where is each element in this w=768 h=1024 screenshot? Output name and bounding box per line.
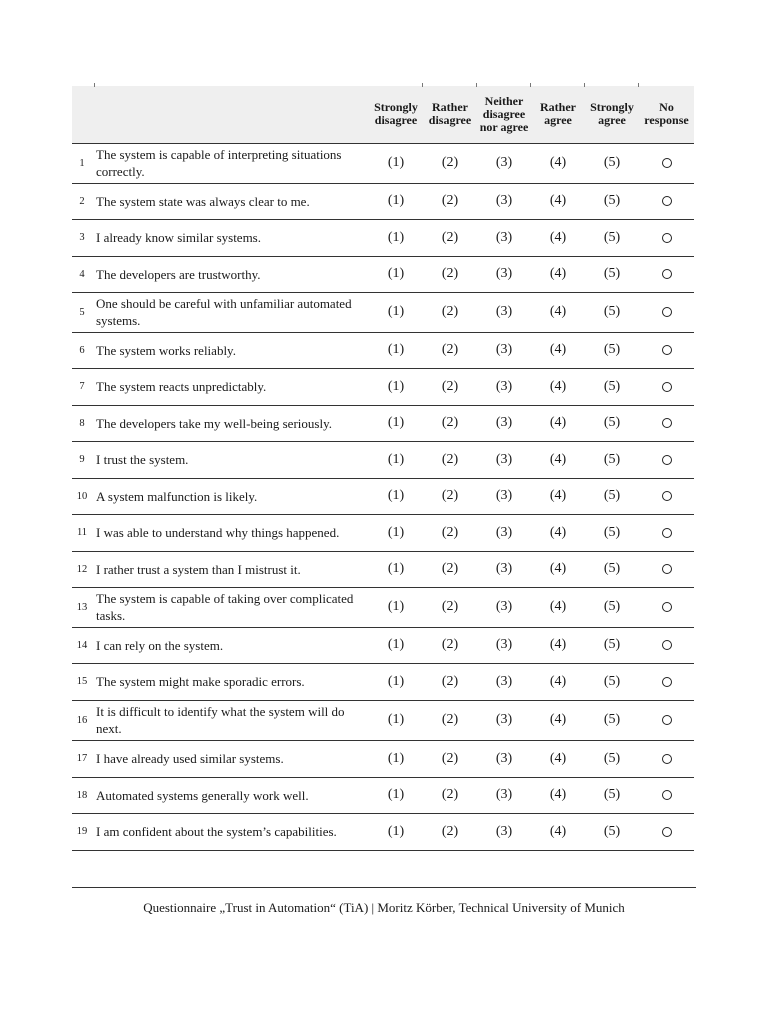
scale-option-4[interactable]: (4) [549,229,567,245]
radio-circle-icon[interactable] [662,382,672,392]
item-number: 10 [76,490,88,502]
item-statement: The system works reliably. [96,342,236,358]
item-number: 17 [76,753,88,764]
header-line: disagree [428,113,472,128]
scale-option-4[interactable]: (4) [549,266,567,281]
question-row [72,332,694,368]
header-line: Neither [484,93,524,108]
radio-circle-icon[interactable] [662,827,672,837]
item-number: 8 [79,417,85,429]
header-line: disagree [482,106,526,121]
question-row [72,700,694,740]
scale-option-5[interactable]: (5) [603,787,621,802]
footer-divider [72,887,696,888]
question-row [72,663,694,700]
radio-circle-icon[interactable] [662,196,672,206]
radio-circle-icon[interactable] [662,640,672,650]
item-statement: The system is capable of taking over complicated tasks. [96,591,354,623]
scale-option-4[interactable]: (4) [549,637,567,652]
header-line: Strongly [590,100,634,115]
radio-circle-icon[interactable] [662,307,672,317]
question-row [72,183,694,219]
no-response-option[interactable] [639,700,694,740]
scale-option-2[interactable]: (2) [441,451,459,467]
item-number: 18 [76,789,88,801]
scale-option-3[interactable]: (3) [495,342,513,357]
scale-option-1[interactable]: (1) [387,415,405,430]
scale-option-2[interactable]: (2) [441,599,459,614]
scale-option-5[interactable]: (5) [603,193,621,208]
item-number: 3 [79,232,85,243]
scale-option-2[interactable]: (2) [441,193,459,208]
item-statement: The developers take my well-being seriously. [96,415,332,431]
item-number: 7 [79,381,85,392]
no-response-option[interactable] [639,740,694,777]
scale-option-2[interactable]: (2) [441,155,459,170]
item-statement: I rather trust a system than I mistrust it. [96,561,301,577]
item-statement: The developers are trustworthy. [96,266,261,282]
scale-option-2[interactable]: (2) [441,561,459,576]
scale-option-4[interactable]: (4) [549,193,567,208]
scale-option-3[interactable]: (3) [495,823,513,839]
question-row [72,514,694,551]
no-response-option[interactable] [639,292,694,332]
question-row [72,256,694,292]
item-statement: It is difficult to identify what the system will do next. [96,704,345,736]
scale-option-2[interactable]: (2) [441,787,459,802]
header-tick-mark [476,83,477,87]
scale-option-5[interactable]: (5) [603,524,621,540]
scale-option-4[interactable]: (4) [549,750,567,766]
scale-option-4[interactable]: (4) [549,415,567,430]
item-number: 12 [76,563,88,575]
scale-option-1[interactable]: (1) [387,561,405,576]
radio-circle-icon[interactable] [662,528,672,538]
header-line: Rather [540,100,576,115]
radio-circle-icon[interactable] [662,158,672,168]
no-response-option[interactable] [639,663,694,700]
scale-option-1[interactable]: (1) [387,599,405,614]
scale-option-5[interactable]: (5) [603,561,621,576]
header-item-column [94,86,369,143]
no-response-option[interactable] [639,332,694,368]
scale-option-2[interactable]: (2) [441,637,459,652]
scale-option-1[interactable]: (1) [387,342,405,357]
scale-option-1[interactable]: (1) [387,266,405,281]
questionnaire-table [72,86,694,851]
header-tick-mark [530,83,531,87]
radio-circle-icon[interactable] [662,345,672,355]
scale-option-3[interactable]: (3) [495,787,513,802]
scale-option-1[interactable]: (1) [387,229,405,245]
scale-option-5[interactable]: (5) [603,823,621,839]
scale-option-3[interactable]: (3) [495,599,513,614]
no-response-option[interactable] [639,405,694,441]
header-rather-agree [531,86,585,143]
questionnaire-items [72,143,694,850]
header-line: Rather [432,100,468,115]
scale-option-2[interactable]: (2) [441,712,459,727]
scale-option-3[interactable]: (3) [495,304,513,319]
no-response-option[interactable] [639,441,694,478]
radio-circle-icon[interactable] [662,790,672,800]
scale-option-4[interactable]: (4) [549,378,567,394]
item-statement: I am confident about the system’s capabilities. [96,824,337,839]
question-row [72,143,694,183]
scale-option-2[interactable]: (2) [441,304,459,319]
item-statement: I already know similar systems. [96,230,261,245]
scale-option-2[interactable]: (2) [441,524,459,540]
scale-option-3[interactable]: (3) [495,266,513,281]
scale-option-3[interactable]: (3) [495,561,513,576]
question-row [72,292,694,332]
table-header-row [72,86,694,143]
item-number: 4 [79,268,85,280]
scale-option-4[interactable]: (4) [549,599,567,614]
question-row [72,740,694,777]
scale-option-1[interactable]: (1) [387,378,405,394]
question-row [72,551,694,587]
scale-option-3[interactable]: (3) [495,193,513,208]
question-row [72,478,694,514]
scale-option-5[interactable]: (5) [603,637,621,652]
item-number: 15 [76,676,88,687]
scale-option-4[interactable]: (4) [549,787,567,802]
header-rather-disagree [423,86,477,143]
scale-option-4[interactable]: (4) [549,304,567,319]
item-statement: Automated systems generally work well. [96,787,309,803]
scale-option-1[interactable]: (1) [387,155,405,170]
no-response-option[interactable] [639,777,694,813]
scale-option-2[interactable]: (2) [441,342,459,357]
scale-option-2[interactable]: (2) [441,488,459,503]
scale-option-4[interactable]: (4) [549,342,567,357]
no-response-option[interactable] [639,627,694,663]
scale-option-4[interactable]: (4) [549,524,567,540]
question-row [72,777,694,813]
item-statement: The system reacts unpredictably. [96,379,267,394]
radio-circle-icon[interactable] [662,233,672,243]
scale-option-5[interactable]: (5) [603,673,621,689]
item-number: 19 [76,826,88,837]
scale-option-5[interactable]: (5) [603,451,621,467]
scale-option-2[interactable]: (2) [441,229,459,245]
question-row [72,441,694,478]
header-strongly-agree [585,86,639,143]
radio-circle-icon[interactable] [662,418,672,428]
radio-circle-icon[interactable] [662,269,672,279]
scale-option-1[interactable]: (1) [387,750,405,766]
radio-circle-icon[interactable] [662,602,672,612]
radio-circle-icon[interactable] [662,715,672,725]
scale-option-5[interactable]: (5) [603,266,621,281]
scale-option-3[interactable]: (3) [495,229,513,245]
item-number: 9 [79,454,85,465]
no-response-option[interactable] [639,514,694,551]
header-line: No [659,100,674,115]
scale-option-5[interactable]: (5) [603,155,621,170]
scale-option-2[interactable]: (2) [441,673,459,689]
scale-option-4[interactable]: (4) [549,155,567,170]
scale-option-3[interactable]: (3) [495,712,513,727]
scale-option-3[interactable]: (3) [495,415,513,430]
scale-option-1[interactable]: (1) [387,304,405,319]
header-line: disagree [374,113,418,128]
scale-option-5[interactable]: (5) [603,304,621,319]
scale-option-3[interactable]: (3) [495,750,513,766]
scale-option-1[interactable]: (1) [387,787,405,802]
scale-option-5[interactable]: (5) [603,415,621,430]
scale-option-1[interactable]: (1) [387,488,405,503]
scale-option-1[interactable]: (1) [387,451,405,467]
header-line: agree [598,113,626,128]
scale-option-5[interactable]: (5) [603,750,621,766]
scale-option-5[interactable]: (5) [603,378,621,394]
question-row [72,627,694,663]
item-number: 6 [79,344,85,356]
no-response-option[interactable] [639,368,694,405]
no-response-option[interactable] [639,813,694,850]
item-statement: I trust the system. [96,452,189,467]
no-response-option[interactable] [639,256,694,292]
header-line: Strongly [374,100,418,115]
scale-option-5[interactable]: (5) [603,488,621,503]
item-statement: I have already used similar systems. [96,751,284,766]
no-response-option[interactable] [639,219,694,256]
item-statement: I was able to understand why things happened. [96,525,340,540]
header-tick-mark [638,83,639,87]
header-strongly-disagree [369,86,423,143]
header-no-response [639,86,694,143]
item-statement: The system state was always clear to me. [96,193,310,209]
scale-option-3[interactable]: (3) [495,155,513,170]
scale-option-2[interactable]: (2) [441,415,459,430]
radio-circle-icon[interactable] [662,564,672,574]
scale-option-1[interactable]: (1) [387,712,405,727]
no-response-option[interactable] [639,478,694,514]
item-number: 11 [76,527,88,538]
scale-option-3[interactable]: (3) [495,673,513,689]
scale-option-5[interactable]: (5) [603,229,621,245]
scale-option-2[interactable]: (2) [441,378,459,394]
scale-option-5[interactable]: (5) [603,342,621,357]
radio-circle-icon[interactable] [662,455,672,465]
radio-circle-icon[interactable] [662,677,672,687]
header-number-column [72,86,94,143]
item-statement: One should be careful with unfamiliar automated systems. [96,296,352,328]
radio-circle-icon[interactable] [662,491,672,501]
radio-circle-icon[interactable] [662,754,672,764]
header-line: nor agree [479,119,529,134]
question-row [72,368,694,405]
scale-option-4[interactable]: (4) [549,673,567,689]
item-number: 5 [79,306,85,318]
scale-option-2[interactable]: (2) [441,266,459,281]
no-response-option[interactable] [639,587,694,627]
scale-option-3[interactable]: (3) [495,637,513,652]
header-line: response [644,113,689,128]
no-response-option[interactable] [639,551,694,587]
question-row [72,405,694,441]
scale-option-5[interactable]: (5) [603,599,621,614]
item-number: 13 [76,601,88,613]
item-number: 14 [76,639,88,651]
item-number: 16 [76,714,88,726]
question-row [72,587,694,627]
scale-option-1[interactable]: (1) [387,524,405,540]
scale-option-2[interactable]: (2) [441,823,459,839]
question-row [72,219,694,256]
scale-option-1[interactable]: (1) [387,637,405,652]
item-statement: The system might make sporadic errors. [96,674,305,689]
page-footer: Questionnaire „Trust in Automation“ (TiA) | Moritz Körber, Technical University of Munich [143,900,625,915]
item-statement: A system malfunction is likely. [96,488,258,504]
scale-option-3[interactable]: (3) [495,488,513,503]
scale-option-1[interactable]: (1) [387,823,405,839]
question-row [72,813,694,850]
scale-option-4[interactable]: (4) [549,823,567,839]
scale-option-3[interactable]: (3) [495,524,513,540]
no-response-option[interactable] [639,183,694,219]
item-number: 2 [79,195,85,207]
scale-option-4[interactable]: (4) [549,561,567,576]
item-number: 1 [79,157,85,169]
item-statement: I can rely on the system. [96,637,224,653]
item-statement: The system is capable of interpreting situations correctly. [96,147,342,179]
header-tick-mark [94,83,95,87]
header-tick-mark [422,83,423,87]
header-tick-mark [584,83,585,87]
no-response-option[interactable] [639,143,694,183]
questionnaire-sheet [72,86,694,851]
scale-option-4[interactable]: (4) [549,712,567,727]
scale-option-2[interactable]: (2) [441,750,459,766]
scale-option-5[interactable]: (5) [603,712,621,727]
scale-option-3[interactable]: (3) [495,378,513,394]
scale-option-1[interactable]: (1) [387,673,405,689]
scale-option-4[interactable]: (4) [549,488,567,503]
scale-option-4[interactable]: (4) [549,451,567,467]
header-neither [477,86,531,143]
scale-option-3[interactable]: (3) [495,451,513,467]
header-line: agree [544,113,572,128]
scale-option-1[interactable]: (1) [387,193,405,208]
